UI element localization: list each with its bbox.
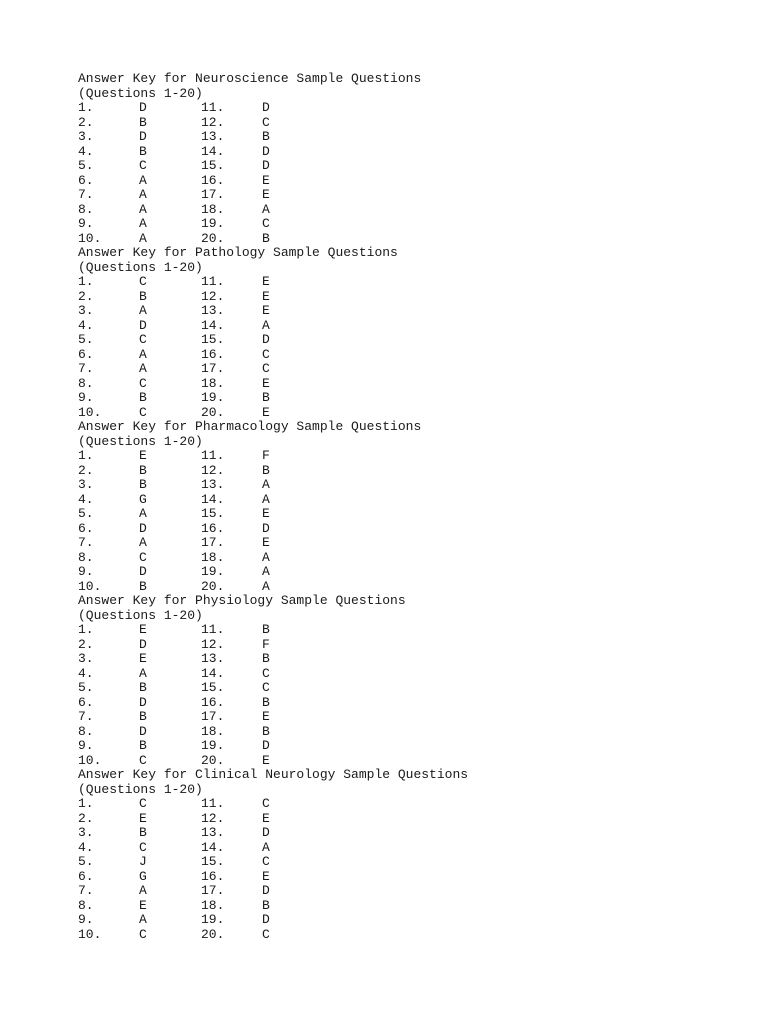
- answer-letter: A: [139, 883, 147, 898]
- answer-letter: C: [139, 158, 147, 173]
- question-number: 7.: [78, 187, 94, 202]
- question-number: 15.: [201, 506, 225, 521]
- answer-row: [78, 391, 718, 406]
- question-number: 9.: [78, 564, 94, 579]
- answer-row: [78, 696, 718, 711]
- question-number: 2.: [78, 462, 94, 478]
- question-number: 14.: [201, 491, 225, 507]
- answer-row: [78, 754, 718, 769]
- answer-letter: A: [139, 912, 147, 927]
- answer-row: [78, 232, 718, 247]
- answer-row: [78, 203, 718, 218]
- answer-letter: D: [139, 129, 147, 144]
- answer-letter: C: [262, 114, 270, 130]
- section-subtitle: (Questions 1-20): [78, 781, 203, 797]
- answer-letter: B: [139, 462, 147, 478]
- question-number: 6.: [78, 346, 94, 362]
- question-number: 13.: [201, 825, 225, 840]
- answer-letter: C: [139, 375, 147, 391]
- question-number: 11.: [201, 622, 225, 637]
- answer-letter: B: [262, 651, 270, 666]
- answer-key-section: [78, 72, 718, 246]
- answer-row: [78, 174, 718, 189]
- answer-row: [78, 841, 718, 856]
- answer-row: [78, 188, 718, 203]
- answer-letter: C: [262, 854, 270, 869]
- answer-letter: A: [139, 665, 147, 681]
- answer-letter: A: [139, 506, 147, 521]
- answer-letter: C: [262, 796, 270, 811]
- question-number: 7.: [78, 709, 94, 724]
- answer-row: [78, 652, 718, 667]
- answer-letter: B: [139, 477, 147, 492]
- question-number: 13.: [201, 129, 225, 144]
- question-number: 2.: [78, 114, 94, 130]
- answer-letter: A: [139, 172, 147, 188]
- question-number: 1.: [78, 622, 94, 637]
- answer-letter: C: [139, 752, 147, 768]
- answer-row: [78, 826, 718, 841]
- answer-letter: B: [139, 114, 147, 130]
- answer-letter: E: [139, 651, 147, 666]
- answer-letter: C: [262, 361, 270, 376]
- answer-letter: A: [262, 549, 270, 565]
- question-number: 20.: [201, 926, 225, 942]
- answer-row: [78, 710, 718, 725]
- answer-letter: D: [262, 520, 270, 536]
- answer-letter: D: [262, 100, 270, 115]
- question-number: 3.: [78, 129, 94, 144]
- answer-letter: E: [262, 187, 270, 202]
- question-number: 14.: [201, 839, 225, 855]
- answer-letter: B: [262, 230, 270, 246]
- question-number: 8.: [78, 897, 94, 913]
- answer-letter: D: [262, 143, 270, 159]
- question-number: 4.: [78, 839, 94, 855]
- answer-letter: F: [262, 448, 270, 463]
- answer-letter: C: [262, 926, 270, 942]
- question-number: 3.: [78, 477, 94, 492]
- answer-row: [78, 638, 718, 653]
- answer-row: [78, 739, 718, 754]
- answer-letter: D: [262, 332, 270, 347]
- answer-letter: B: [139, 709, 147, 724]
- question-number: 1.: [78, 100, 94, 115]
- answer-letter: E: [262, 709, 270, 724]
- answer-letter: C: [262, 680, 270, 695]
- question-number: 4.: [78, 317, 94, 333]
- section-title: Answer Key for Pharmacology Sample Questions: [78, 419, 422, 434]
- question-number: 4.: [78, 665, 94, 681]
- question-number: 3.: [78, 303, 94, 318]
- question-number: 3.: [78, 825, 94, 840]
- question-number: 18.: [201, 375, 225, 391]
- question-number: 8.: [78, 549, 94, 565]
- answer-letter: B: [139, 390, 147, 405]
- answer-row: [78, 464, 718, 479]
- answer-letter: A: [139, 201, 147, 217]
- answer-letter: E: [139, 622, 147, 637]
- answer-letter: A: [262, 317, 270, 333]
- answer-letter: A: [139, 361, 147, 376]
- section-subtitle: (Questions 1-20): [78, 433, 203, 449]
- answer-letter: B: [262, 897, 270, 913]
- answer-letter: E: [262, 810, 270, 826]
- question-number: 20.: [201, 578, 225, 594]
- answer-row: [78, 797, 718, 812]
- section-subtitle: (Questions 1-20): [78, 85, 203, 101]
- question-number: 13.: [201, 651, 225, 666]
- answer-letter: D: [262, 912, 270, 927]
- question-number: 15.: [201, 680, 225, 695]
- answer-key-section: [78, 246, 718, 420]
- answer-letter: C: [262, 216, 270, 231]
- answer-row: [78, 217, 718, 232]
- answer-row: [78, 884, 718, 899]
- question-number: 11.: [201, 448, 225, 463]
- answer-row: [78, 348, 718, 363]
- answer-row: [78, 101, 718, 116]
- answer-letter: A: [139, 535, 147, 550]
- answer-row: [78, 159, 718, 174]
- question-number: 18.: [201, 201, 225, 217]
- answer-letter: E: [262, 375, 270, 391]
- answer-row: [78, 536, 718, 551]
- question-number: 2.: [78, 288, 94, 304]
- answer-letter: A: [262, 491, 270, 507]
- answer-row: [78, 116, 718, 131]
- answer-letter: A: [139, 216, 147, 231]
- question-number: 10.: [78, 230, 102, 246]
- question-number: 1.: [78, 796, 94, 811]
- question-number: 19.: [201, 216, 225, 231]
- section-title: Answer Key for Clinical Neurology Sample Questions: [78, 767, 469, 782]
- answer-letter: C: [262, 346, 270, 362]
- question-number: 10.: [78, 578, 102, 594]
- answer-letter: E: [139, 810, 147, 826]
- answer-letter: E: [262, 404, 270, 420]
- answer-letter: A: [139, 187, 147, 202]
- answer-letter: A: [262, 564, 270, 579]
- answer-letter: E: [262, 172, 270, 188]
- question-number: 7.: [78, 535, 94, 550]
- question-number: 10.: [78, 404, 102, 420]
- question-number: 16.: [201, 520, 225, 536]
- answer-letter: G: [139, 491, 147, 507]
- answer-row: [78, 362, 718, 377]
- answer-letter: A: [262, 578, 270, 594]
- answer-letter: J: [139, 854, 147, 869]
- answer-letter: D: [262, 825, 270, 840]
- question-number: 7.: [78, 883, 94, 898]
- answer-letter: A: [262, 839, 270, 855]
- answer-key-section: [78, 420, 718, 594]
- answer-letter: A: [139, 303, 147, 318]
- question-number: 2.: [78, 636, 94, 652]
- answer-letter: C: [139, 796, 147, 811]
- answer-letter: E: [262, 868, 270, 884]
- answer-letter: A: [262, 201, 270, 217]
- answer-row: [78, 290, 718, 305]
- question-number: 1.: [78, 274, 94, 289]
- answer-row: [78, 565, 718, 580]
- question-number: 16.: [201, 346, 225, 362]
- answer-letter: B: [139, 288, 147, 304]
- answer-row: [78, 275, 718, 290]
- answer-letter: B: [139, 578, 147, 594]
- question-number: 9.: [78, 390, 94, 405]
- question-number: 17.: [201, 709, 225, 724]
- answer-row: [78, 493, 718, 508]
- answer-letter: C: [139, 839, 147, 855]
- answer-row: [78, 812, 718, 827]
- question-number: 8.: [78, 201, 94, 217]
- answer-letter: B: [139, 143, 147, 159]
- question-number: 14.: [201, 665, 225, 681]
- answer-letter: D: [139, 100, 147, 115]
- answer-letter: A: [139, 230, 147, 246]
- answer-row: [78, 304, 718, 319]
- answer-row: [78, 913, 718, 928]
- question-number: 3.: [78, 651, 94, 666]
- question-number: 16.: [201, 172, 225, 188]
- section-subtitle: (Questions 1-20): [78, 607, 203, 623]
- answer-row: [78, 551, 718, 566]
- answer-letter: C: [139, 274, 147, 289]
- answer-letter: E: [139, 897, 147, 913]
- answer-letter: E: [262, 506, 270, 521]
- question-number: 20.: [201, 404, 225, 420]
- question-number: 8.: [78, 723, 94, 739]
- answer-row: [78, 870, 718, 885]
- question-number: 17.: [201, 187, 225, 202]
- answer-row: [78, 899, 718, 914]
- question-number: 19.: [201, 564, 225, 579]
- answer-letter: B: [262, 622, 270, 637]
- question-number: 13.: [201, 303, 225, 318]
- answer-letter: C: [139, 332, 147, 347]
- question-number: 17.: [201, 535, 225, 550]
- answer-letter: E: [262, 274, 270, 289]
- answer-letter: D: [262, 883, 270, 898]
- answer-key-section: [78, 594, 718, 768]
- answer-row: [78, 377, 718, 392]
- answer-row: [78, 681, 718, 696]
- question-number: 12.: [201, 636, 225, 652]
- question-number: 6.: [78, 520, 94, 536]
- question-number: 5.: [78, 158, 94, 173]
- answer-letter: A: [262, 477, 270, 492]
- question-number: 16.: [201, 694, 225, 710]
- answer-row: [78, 507, 718, 522]
- answer-row: [78, 855, 718, 870]
- answer-letter: B: [262, 390, 270, 405]
- question-number: 5.: [78, 680, 94, 695]
- answer-letter: G: [139, 868, 147, 884]
- answer-letter: C: [139, 549, 147, 565]
- answer-row: [78, 449, 718, 464]
- answer-letter: C: [262, 665, 270, 681]
- question-number: 14.: [201, 317, 225, 333]
- question-number: 20.: [201, 752, 225, 768]
- question-number: 5.: [78, 506, 94, 521]
- question-number: 15.: [201, 854, 225, 869]
- section-title: Answer Key for Physiology Sample Questions: [78, 593, 406, 608]
- answer-letter: B: [139, 680, 147, 695]
- question-number: 9.: [78, 216, 94, 231]
- answer-letter: A: [139, 346, 147, 362]
- answer-row: [78, 145, 718, 160]
- question-number: 12.: [201, 114, 225, 130]
- question-number: 12.: [201, 810, 225, 826]
- question-number: 10.: [78, 926, 102, 942]
- answer-letter: E: [262, 752, 270, 768]
- answer-row: [78, 725, 718, 740]
- answer-letter: B: [262, 462, 270, 478]
- question-number: 17.: [201, 361, 225, 376]
- question-number: 4.: [78, 491, 94, 507]
- answer-row: [78, 928, 718, 943]
- answer-row: [78, 522, 718, 537]
- answer-letter: B: [262, 723, 270, 739]
- question-number: 6.: [78, 694, 94, 710]
- question-number: 19.: [201, 390, 225, 405]
- question-number: 15.: [201, 332, 225, 347]
- answer-letter: D: [139, 564, 147, 579]
- question-number: 13.: [201, 477, 225, 492]
- question-number: 18.: [201, 897, 225, 913]
- answer-letter: D: [262, 158, 270, 173]
- answer-letter: B: [139, 825, 147, 840]
- answer-letter: C: [139, 404, 147, 420]
- answer-row: [78, 319, 718, 334]
- question-number: 12.: [201, 288, 225, 304]
- question-number: 18.: [201, 549, 225, 565]
- answer-letter: D: [139, 723, 147, 739]
- question-number: 12.: [201, 462, 225, 478]
- answer-letter: D: [139, 636, 147, 652]
- answer-row: [78, 478, 718, 493]
- section-title: Answer Key for Neuroscience Sample Questions: [78, 71, 422, 86]
- answer-letter: D: [139, 520, 147, 536]
- question-number: 4.: [78, 143, 94, 159]
- question-number: 6.: [78, 172, 94, 188]
- question-number: 1.: [78, 448, 94, 463]
- answer-letter: B: [262, 694, 270, 710]
- question-number: 11.: [201, 796, 225, 811]
- answer-row: [78, 623, 718, 638]
- section-subtitle: (Questions 1-20): [78, 259, 203, 275]
- question-number: 6.: [78, 868, 94, 884]
- question-number: 20.: [201, 230, 225, 246]
- question-number: 9.: [78, 738, 94, 753]
- question-number: 10.: [78, 752, 102, 768]
- question-number: 18.: [201, 723, 225, 739]
- answer-letter: C: [139, 926, 147, 942]
- answer-letter: D: [262, 738, 270, 753]
- question-number: 19.: [201, 738, 225, 753]
- question-number: 19.: [201, 912, 225, 927]
- answer-row: [78, 333, 718, 348]
- answer-letter: D: [139, 694, 147, 710]
- question-number: 5.: [78, 854, 94, 869]
- answer-key-section: [78, 768, 718, 942]
- section-title: Answer Key for Pathology Sample Questions: [78, 245, 398, 260]
- answer-letter: F: [262, 636, 270, 652]
- question-number: 9.: [78, 912, 94, 927]
- answer-letter: E: [262, 303, 270, 318]
- question-number: 16.: [201, 868, 225, 884]
- answer-row: [78, 667, 718, 682]
- answer-row: [78, 580, 718, 595]
- question-number: 14.: [201, 143, 225, 159]
- question-number: 7.: [78, 361, 94, 376]
- document-page: [78, 72, 718, 942]
- answer-row: [78, 130, 718, 145]
- question-number: 11.: [201, 274, 225, 289]
- answer-letter: B: [262, 129, 270, 144]
- question-number: 5.: [78, 332, 94, 347]
- question-number: 8.: [78, 375, 94, 391]
- question-number: 2.: [78, 810, 94, 826]
- answer-letter: E: [262, 288, 270, 304]
- answer-letter: B: [139, 738, 147, 753]
- answer-letter: E: [262, 535, 270, 550]
- question-number: 11.: [201, 100, 225, 115]
- answer-row: [78, 406, 718, 421]
- question-number: 15.: [201, 158, 225, 173]
- question-number: 17.: [201, 883, 225, 898]
- answer-letter: D: [139, 317, 147, 333]
- answer-letter: E: [139, 448, 147, 463]
